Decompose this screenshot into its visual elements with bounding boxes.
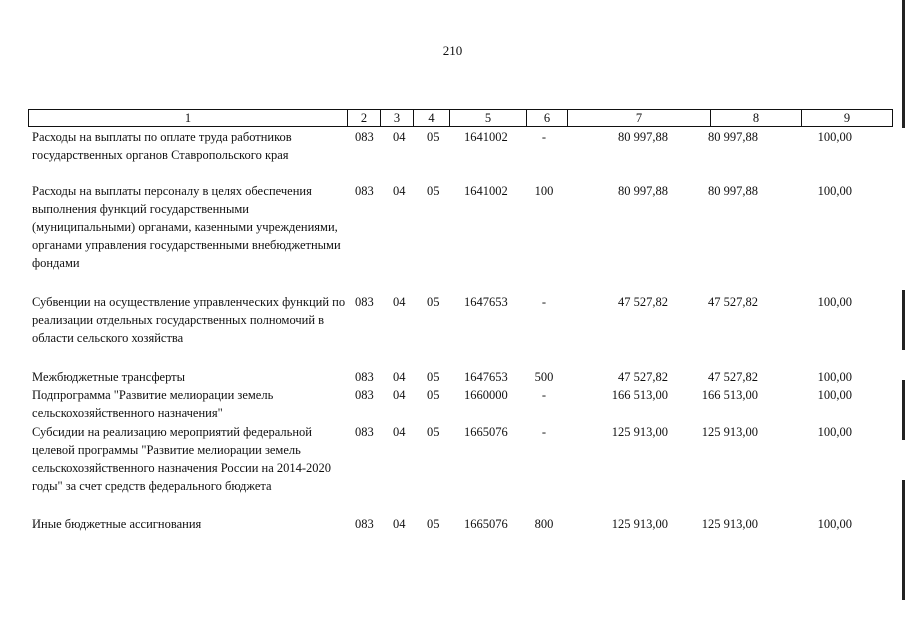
- cell-section: 04: [393, 370, 406, 384]
- cell-target-item: 1647653: [464, 370, 508, 384]
- cell-subsection: 05: [427, 295, 440, 309]
- header-cell: 5: [450, 110, 527, 127]
- row-name: Субсидии на реализацию мероприятий федеральной целевой программы "Развитие мелиорации земель сельскохозяйственного назначения России на 2014-2020 годы" за счет средств федерального бюджета: [32, 425, 332, 493]
- cell-executed: 125 913,00: [701, 517, 758, 531]
- cell-subsection: 05: [427, 184, 440, 198]
- cell-target-item: 1641002: [464, 130, 508, 144]
- cell-plan: 166 513,00: [611, 388, 668, 402]
- cell-section: 04: [393, 295, 406, 309]
- cell-ministry-code: 083: [355, 130, 374, 144]
- cell-target-item: 1665076: [464, 517, 508, 531]
- header-cell: 4: [414, 110, 450, 127]
- header-cell: 1: [29, 110, 348, 127]
- cell-plan: 47 527,82: [618, 295, 668, 309]
- cell-expense-type: 800: [534, 517, 554, 531]
- page-number: 210: [442, 43, 463, 58]
- cell-percent: 100,00: [817, 130, 852, 144]
- cell-section: 04: [393, 184, 406, 198]
- header-cell: 8: [711, 110, 802, 127]
- cell-plan: 47 527,82: [618, 370, 668, 384]
- cell-ministry-code: 083: [355, 295, 374, 309]
- cell-percent: 100,00: [817, 295, 852, 309]
- row-name: Расходы на выплаты персоналу в целях обеспечения выполнения функций государственными (муниципальными) органами, казенными учреждениями, органами управления государственными внебюджетными фондами: [32, 184, 341, 270]
- cell-ministry-code: 083: [355, 425, 374, 439]
- header-cell: 9: [802, 110, 893, 127]
- cell-executed: 80 997,88: [708, 184, 758, 198]
- cell-percent: 100,00: [817, 388, 852, 402]
- cell-executed: 125 913,00: [701, 425, 758, 439]
- cell-expense-type: -: [541, 425, 547, 439]
- cell-target-item: 1647653: [464, 295, 508, 309]
- cell-subsection: 05: [427, 370, 440, 384]
- header-row: [29, 110, 893, 127]
- cell-target-item: 1665076: [464, 425, 508, 439]
- cell-executed: 47 527,82: [708, 295, 758, 309]
- cell-section: 04: [393, 388, 406, 402]
- cell-section: 04: [393, 130, 406, 144]
- cell-executed: 47 527,82: [708, 370, 758, 384]
- header-cell: 2: [348, 110, 381, 127]
- cell-percent: 100,00: [817, 425, 852, 439]
- cell-target-item: 1641002: [464, 184, 508, 198]
- header-cell: 3: [381, 110, 414, 127]
- cell-executed: 80 997,88: [708, 130, 758, 144]
- cell-ministry-code: 083: [355, 370, 374, 384]
- cell-plan: 80 997,88: [618, 130, 668, 144]
- row-name: Расходы на выплаты по оплате труда работников государственных органов Ставропольского края: [32, 130, 292, 162]
- cell-expense-type: -: [541, 295, 547, 309]
- cell-section: 04: [393, 425, 406, 439]
- cell-percent: 100,00: [817, 370, 852, 384]
- row-name: Иные бюджетные ассигнования: [32, 517, 202, 531]
- row-name: Субвенции на осуществление управленческих функций по реализации отдельных государственных полномочий в области сельского хозяйства: [32, 295, 346, 345]
- cell-subsection: 05: [427, 425, 440, 439]
- cell-plan: 125 913,00: [611, 517, 668, 531]
- row-name: Межбюджетные трансферты: [32, 370, 186, 384]
- cell-percent: 100,00: [817, 517, 852, 531]
- table-header: [28, 109, 893, 127]
- cell-executed: 166 513,00: [701, 388, 758, 402]
- cell-subsection: 05: [427, 388, 440, 402]
- cell-target-item: 1660000: [464, 388, 508, 402]
- header-cell: 6: [527, 110, 568, 127]
- cell-percent: 100,00: [817, 184, 852, 198]
- header-cell: 7: [568, 110, 711, 127]
- cell-plan: 125 913,00: [611, 425, 668, 439]
- cell-section: 04: [393, 517, 406, 531]
- cell-subsection: 05: [427, 517, 440, 531]
- cell-ministry-code: 083: [355, 184, 374, 198]
- cell-subsection: 05: [427, 130, 440, 144]
- cell-expense-type: -: [541, 130, 547, 144]
- cell-expense-type: 100: [534, 184, 554, 198]
- cell-ministry-code: 083: [355, 517, 374, 531]
- row-name: Подпрограмма "Развитие мелиорации земель сельскохозяйственного назначения": [32, 388, 274, 420]
- cell-ministry-code: 083: [355, 388, 374, 402]
- cell-plan: 80 997,88: [618, 184, 668, 198]
- cell-expense-type: -: [541, 388, 547, 402]
- cell-expense-type: 500: [534, 370, 554, 384]
